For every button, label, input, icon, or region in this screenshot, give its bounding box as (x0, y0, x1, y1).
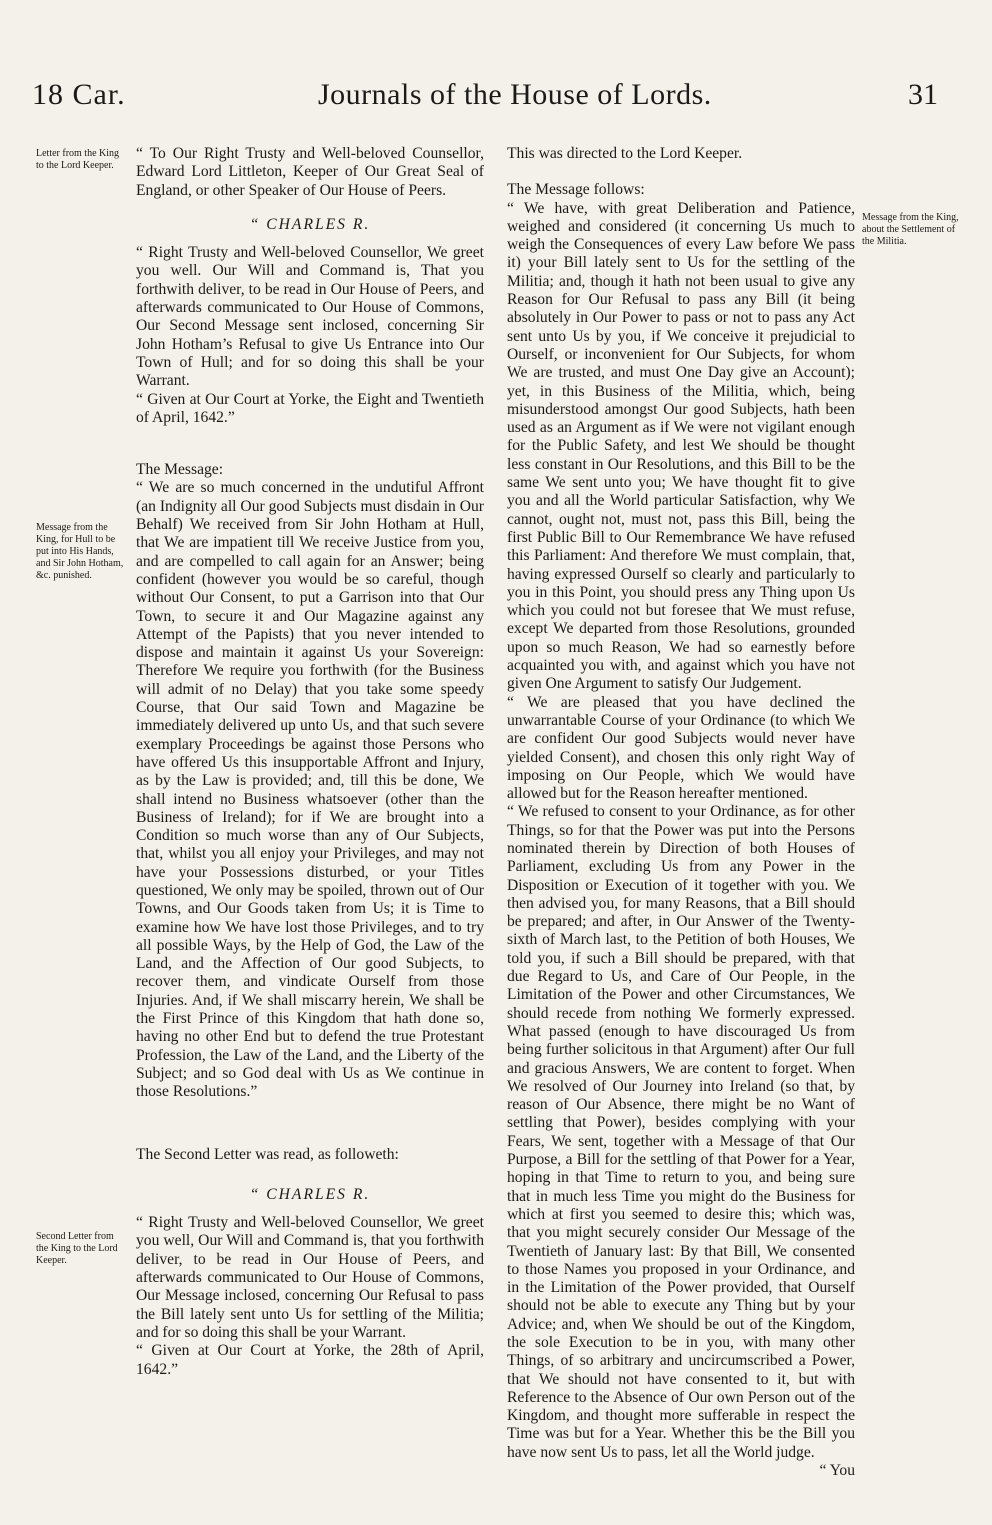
marginal-note-second-letter: Second Letter from the King to the Lord Keeper. (36, 1231, 118, 1266)
marginal-note-hull: Message from the King, for Hull to be put into His Hands, and Sir John Hotham, &c. punished. (36, 522, 124, 581)
hull-message: “ We are so much concerned in the undutiful Affront (an Indignity all Our good Subjects must disdain in Our Behalf) We received from Sir John Hotham at Hull, that We are impatient till We receive Justice from you, and are compelled to call again for an Answer; being confident (however you would be so careful, though without Our Consent, to put a Garrison into that Our Town, to secure it and Our Magazine against any Attempt of the Papists) that you never intended to dispose and maintain it against Us your Sovereign: Therefore We require you forthwith (for the Business will admit of no Delay) that you take some speedy Course, that Our said Town and Magazine be immediately delivered up unto Us, and that such severe exemplary Proceedings be against those Persons who have offered Us this insupportable Affront and Injury, as by the Law is provided; and, till this be done, We shall intend no Business whatsoever (other than the Business of Ireland); for if We are brought into a Condition so much worse than any of Our Subjects, that, whilst you all enjoy your Privileges, and may not have your Possessions disturbed, or your Titles questioned, We only may be spoiled, thrown out of Our Towns, and Our Goods taken from Us; it is Time to examine how We have lost those Privileges, and to try all possible Ways, by the Help of God, the Law of the Land, and the Affection of Our good Subjects, to recover them, and vindicate Ourself from those Injuries. And, if We shall miscarry herein, We shall be the First Prince of this Kingdom that hath done so, having no other End but to defend the true Protestant Profession, the Law of the Land, and the Liberty of the Subject; and so God deal with Us as We continue in those Resolutions.” (136, 479, 484, 1101)
message-follows-heading: The Message follows: (507, 181, 645, 199)
second-letter: “ Right Trusty and Well-beloved Counsellor, We greet you well, Our Will and Command is, that you forthwith deliver, to be read in Our House of Peers, and afterwards communicated to Our House of Commons, Our Message inclosed, concerning Our Refusal to pass the Bill lately sent unto Us for settling of the Militia; and for so doing this shall be your Warrant. (136, 1214, 484, 1341)
left-column (136, 145, 484, 1379)
signature-charles-2: “ CHARLES R. (249, 1185, 371, 1203)
second-letter-heading: The Second Letter was read, as followeth: (136, 1145, 399, 1163)
militia-message-para-1: “ We have, with great Deliberation and Patience, weighed and considered (it concerning Us much to weigh the Consequences of every Law before We pass it) your Bill lately sent to Us for the settling of the Militia; and, though it hath not been usual to give any Reason for Our Refusal to pass any Bill (it being absolutely in Our Power to pass or not to pass any Act sent unto Us by you, if We conceive it prejudicial to Ourself, or inconvenient for Our Subjects, for whom We are trusted, and must One Day give an Account); yet, in this Business of the Militia, which, being misunderstood amongst Our good Subjects, hath been used as an Argument as if We were not vigilant enough for the Public Safety, and lest We should be thought less constant in Our Resolutions, and this Bill to be the same We sent unto you; We have thought fit to give you and all the World particular Satisfaction, why We cannot, ought not, must not, pass this Bill, being the first Public Bill to Our Remembrance We have refused this Parliament: And therefore We must complain, that, having expressed Ourself so clearly and particularly to you in this Point, you should press any Thing upon Us which you could not but foresee that We must refuse, except We departed from those Resolutions, grounded upon so much Reason, We had so earnestly before acquainted you with, and against which you have not given One Argument to satisfy Our Judgement. (507, 199, 855, 693)
first-letter: “ Right Trusty and Well-beloved Counsellor, We greet you well. Our Will and Command is, That you forthwith deliver, to be read in Our House of Peers, and afterwards communicated to Our House of Commons, Our Second Message sent inclosed, concerning Sir John Hotham’s Refusal to give Us Entrance into Our Town of Hull; and for so doing this shall be your Warrant. (136, 244, 484, 390)
regnal-year: 18 Car. (32, 78, 126, 111)
address: “ To Our Right Trusty and Well-beloved Counsellor, Edward Lord Littleton, Keeper of Our Great Seal of England, or other Speaker of Our House of Peers. (136, 145, 484, 199)
page-number: 31 (908, 78, 938, 111)
message-heading: The Message: (136, 461, 224, 479)
militia-message-para-3: “ We refused to consent to your Ordinance, as for other Things, so for that the Power was put into the Persons nominated therein by Direction of both Houses of Parliament, excluding Us from any Power in the Disposition or Execution of it together with you. We then advised you, for many Reasons, that a Bill should be prepared; and after, in Our Answer of the Twenty-sixth of March last, to the Petition of both Houses, We told you, if such a Bill should be prepared, with that due Regard to Us, and Care of Our People, in the Limitation of the Power and other Circumstances, We should recede from nothing We formerly expressed. What passed (enough to have discouraged Us from being further solicitous in that Argument) after Our full and gracious Answers, We are content to forget. When We resolved of Our Journey into Ireland (so that, by reason of Our Absence, there might be no Want of settling that Power), besides complying with your Fears, We sent, together with a Message of that Our Purpose, a Bill for the settling of that Power for a Year, hoping in that Time to return to you, and being sure that in much less Time you might do the Business for which at first you seemed to desire this; which was, that you might securely consider Our Message of the Twentieth of January last: By that Bill, We consented to those Names you proposed in your Ordinance, and in the Limitation of the Power provided, that Ourself should not be able to execute any Thing but by your Advice; and, when We should be out of the Kingdom, the sole Execution to be in you, with many other Things, of so arbitrary and uncircumscribed a Power, that We should not have consented to it, but with Reference to the Absence of Our own Person out of the Kingdom, and thought more sufferable in respect the Time was but for a Year. Whether this be the Bill you have now sent Us to pass, let all the World judge. (507, 803, 855, 1461)
catchword: “ You (819, 1462, 855, 1480)
second-letter-date: “ Given at Our Court at Yorke, the 28th of April, 1642.” (136, 1342, 484, 1378)
directed-note: This was directed to the Lord Keeper. (507, 145, 743, 162)
journal-title: Journals of the House of Lords. (318, 78, 712, 111)
marginal-note-militia: Message from the King, about the Settlement of the Militia. (862, 212, 959, 247)
signature-charles: “ CHARLES R. (249, 215, 371, 233)
right-column (507, 145, 855, 1480)
marginal-note-letter: Letter from the King to the Lord Keeper. (36, 148, 120, 171)
first-letter-date: “ Given at Our Court at Yorke, the Eight and Twentieth of April, 1642.” (136, 390, 484, 426)
running-header (0, 78, 992, 128)
militia-message-para-2: “ We are pleased that you have declined the unwarrantable Course of your Ordinance (to which We are confident Our good Subjects would never have yielded Consent), and chosen this only right Way of imposing on Our People, which We would have allowed but for the Reason hereafter mentioned. (507, 693, 855, 803)
